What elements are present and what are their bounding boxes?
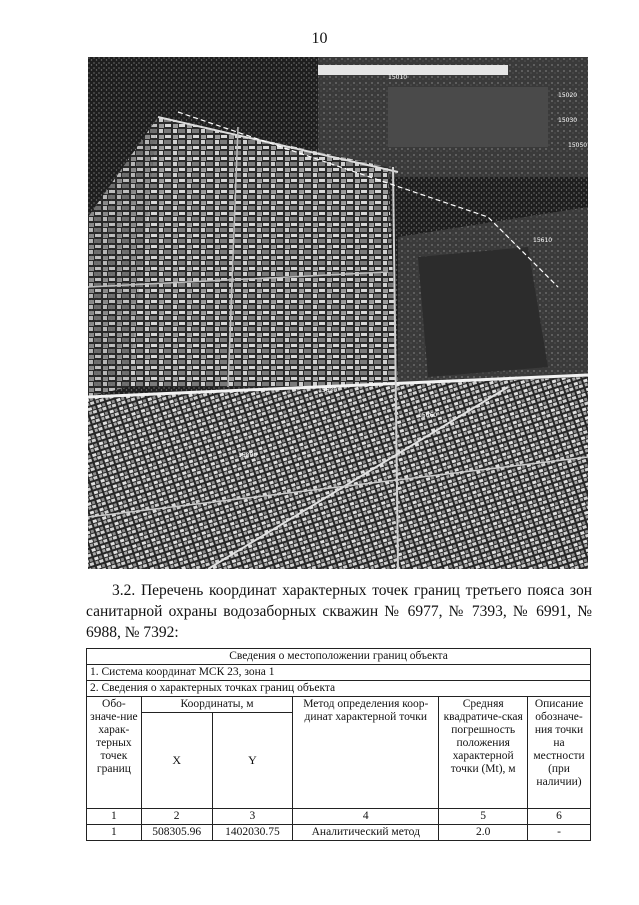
aerial-map-graphic xyxy=(88,57,588,569)
column-number: 1 xyxy=(87,809,142,825)
cell-point: 1 xyxy=(87,825,142,841)
header-x: X xyxy=(141,713,212,809)
section-paragraph xyxy=(86,580,592,643)
column-number: 3 xyxy=(212,809,293,825)
cell-method: Аналитический метод xyxy=(293,825,439,841)
aerial-map-image xyxy=(88,57,588,569)
map-label: 15630 xyxy=(318,387,338,394)
table-section-title: 2. Сведения о характерных точках границ объекта xyxy=(87,681,591,697)
map-label: 15010 xyxy=(388,74,408,81)
cell-error: 2.0 xyxy=(439,825,528,841)
table-caption: Сведения о местоположении границ объекта xyxy=(87,649,591,665)
header-designation: Обо-значе-ние харак-терных точек границ xyxy=(87,697,142,809)
column-number: 4 xyxy=(293,809,439,825)
column-number: 6 xyxy=(528,809,591,825)
header-method: Метод определения коор-динат характерной точки xyxy=(293,697,439,809)
cell-x: 508305.96 xyxy=(141,825,212,841)
header-y: Y xyxy=(212,713,293,809)
header-description: Описание обозначе-ния точки на местности (при наличии) xyxy=(528,697,591,809)
header-error: Средняя квадратиче-ская погрешность положения характерной точки (Mt), м xyxy=(439,697,528,809)
map-label: 15610 xyxy=(533,237,553,244)
map-label: 15030 xyxy=(558,117,578,124)
map-label: 15890 xyxy=(238,452,258,459)
cell-y: 1402030.75 xyxy=(212,825,293,841)
map-label: 15660 xyxy=(418,412,438,419)
section-text: 3.2. Перечень координат характерных точек границ третьего пояса зон санитарной охраны водозаборных скважин № 6977, № 7393, № 6991, № 6988, № 7392: xyxy=(86,582,592,641)
table-row xyxy=(87,825,591,841)
map-label: 15050 xyxy=(568,142,588,149)
map-label: 15020 xyxy=(558,92,578,99)
boundary-points-table xyxy=(86,648,591,841)
cell-description: - xyxy=(528,825,591,841)
column-number: 2 xyxy=(141,809,212,825)
page-number: 10 xyxy=(311,30,328,47)
header-coordinates: Координаты, м xyxy=(141,697,292,713)
table-coordinate-system: 1. Система координат МСК 23, зона 1 xyxy=(87,665,591,681)
column-number: 5 xyxy=(439,809,528,825)
